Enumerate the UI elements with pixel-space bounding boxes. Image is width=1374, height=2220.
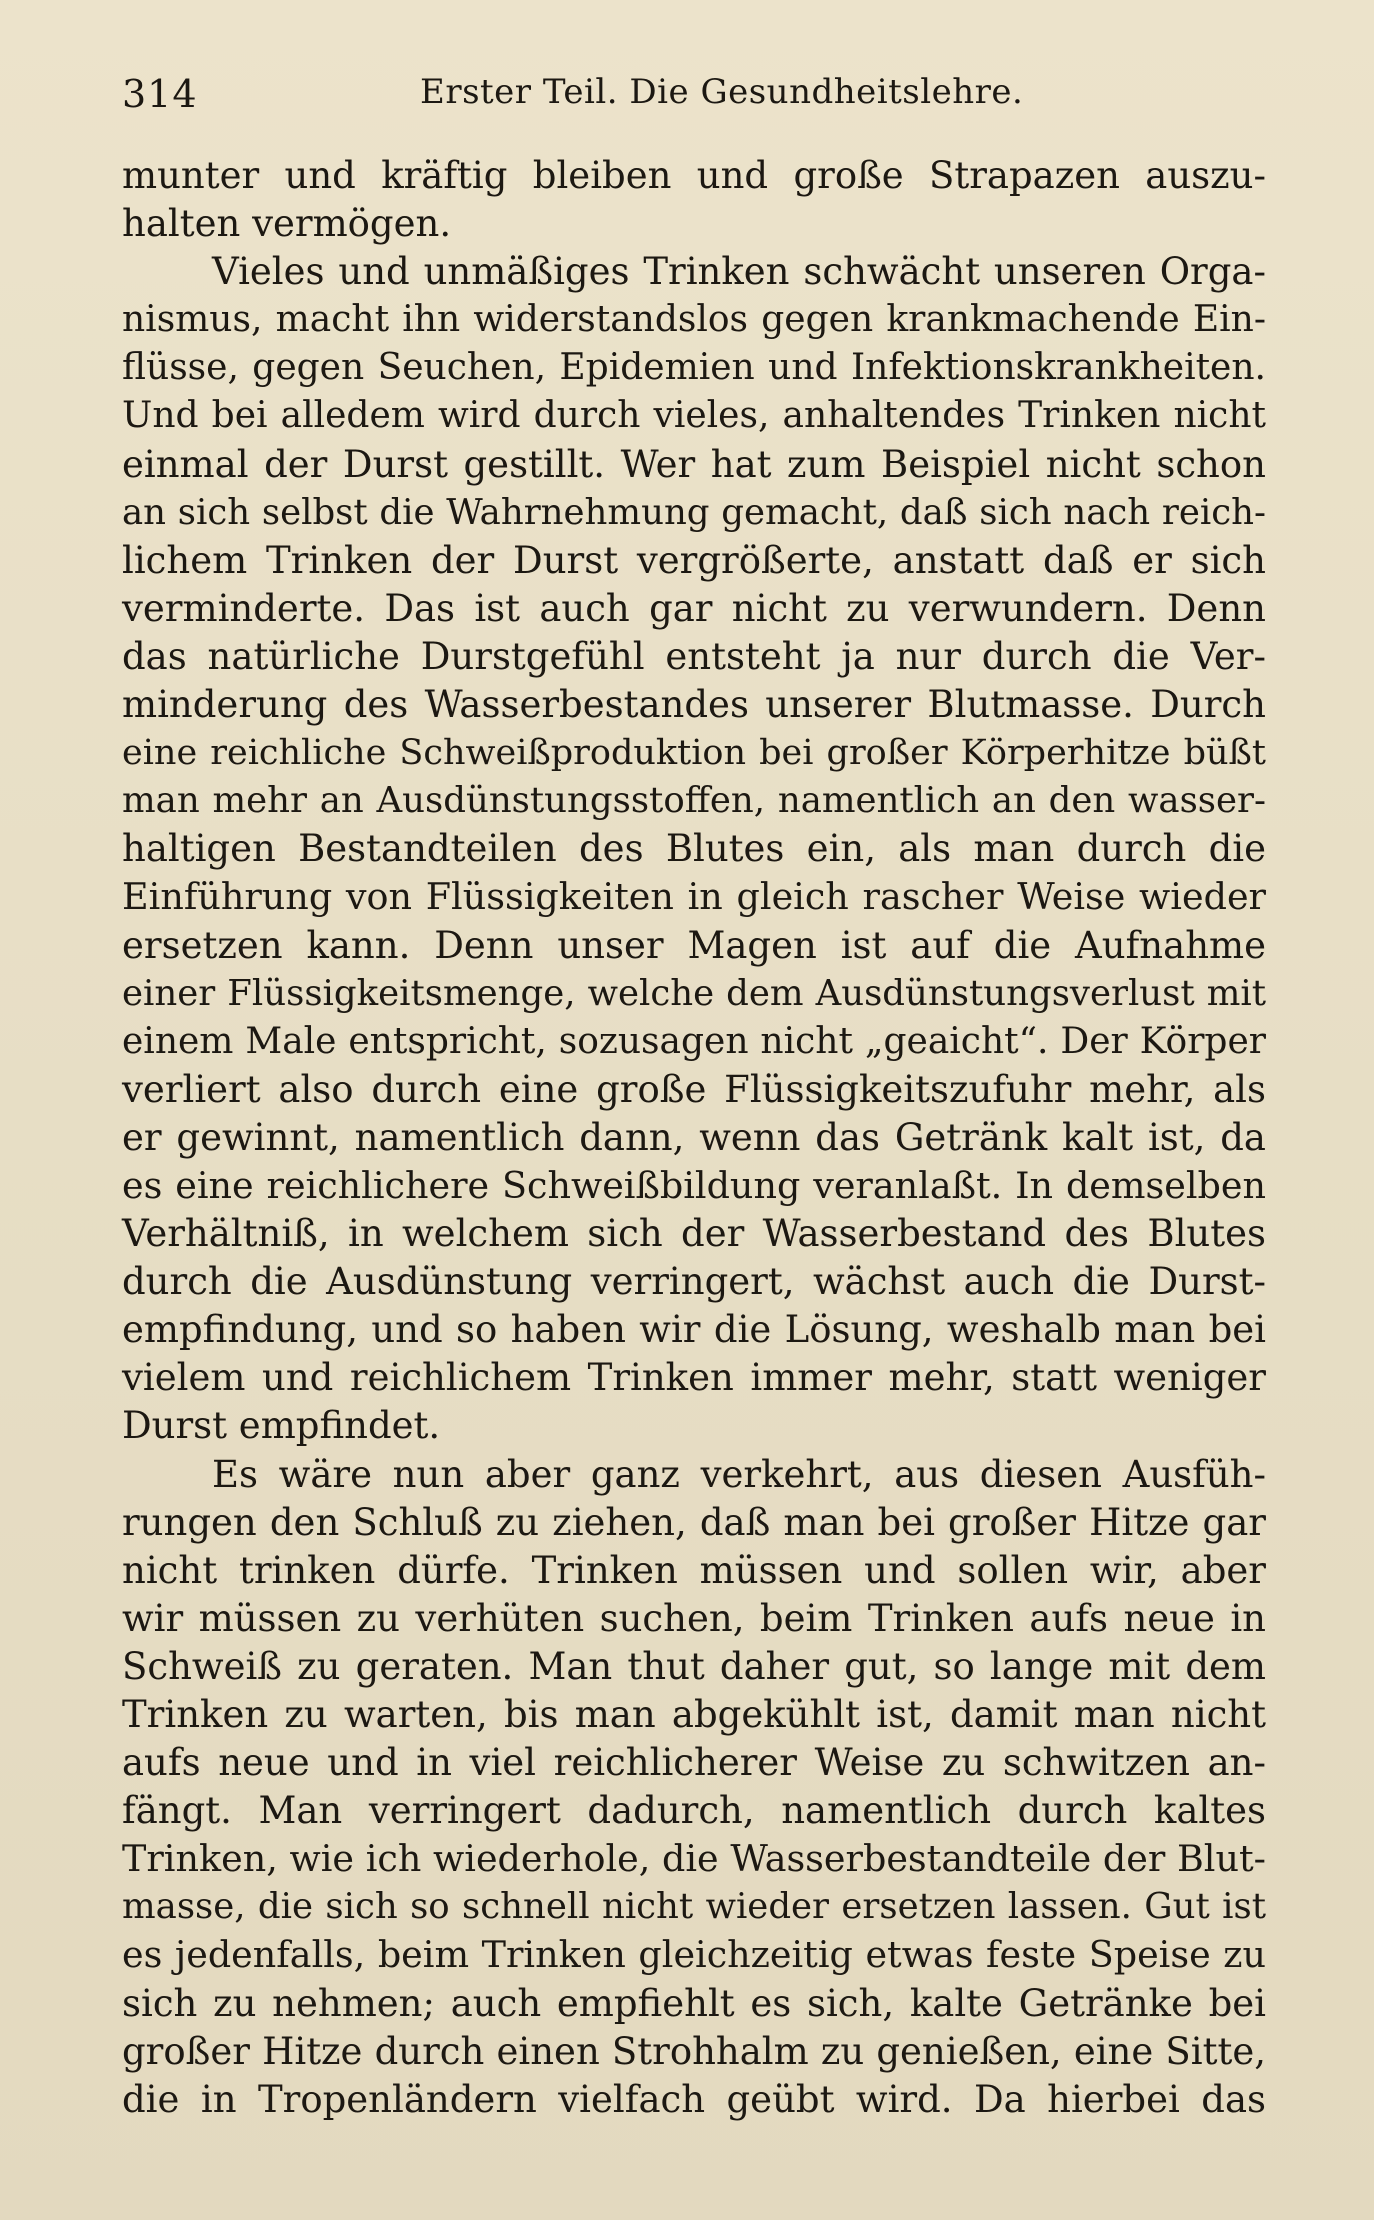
text-line: munter und kräftig bleiben und große Strapazen auszu- [122, 154, 1266, 197]
text-line: rungen den Schluß zu ziehen, daß man bei großer Hitze gar [122, 1500, 1266, 1544]
text-line: eine reichliche Schweißproduktion bei großer Körperhitze büßt [122, 733, 1266, 774]
text-line: durch die Ausdünstung verringert, wächst auch die Durst- [122, 1260, 1266, 1304]
text-line: Trinken zu warten, bis man abgekühlt ist, damit man nicht [122, 1693, 1266, 1736]
text-line: lichem Trinken der Durst vergrößerte, anstatt daß er sich [122, 538, 1266, 582]
text-line: nismus, macht ihn widerstandslos gegen krankmachende Ein- [122, 299, 1266, 341]
text-line: großer Hitze durch einen Strohhalm zu genießen, eine Sitte, [122, 2029, 1266, 2073]
text-line: verliert also durch eine große Flüssigkeitszufuhr mehr, als [122, 1067, 1266, 1111]
text-line: minderung des Wasserbestandes unserer Blutmasse. Durch [122, 683, 1266, 727]
text-line: empfindung, und so haben wir die Lösung, weshalb man bei [122, 1308, 1266, 1352]
text-line: vielem und reichlichem Trinken immer mehr, statt weniger [122, 1356, 1266, 1400]
text-line: einmal der Durst gestillt. Wer hat zum Beispiel nicht schon [122, 442, 1266, 486]
text-line: einer Flüssigkeitsmenge, welche dem Ausdünstungsverlust mit [122, 972, 1266, 1014]
body-text [122, 152, 1266, 2124]
text-line: haltigen Bestandteilen des Blutes ein, als man durch die [122, 827, 1266, 871]
text-line: Trinken, wie ich wiederhole, die Wasserbestandteile der Blut- [122, 1837, 1266, 1881]
text-line: aufs neue und in viel reichlicherer Weise zu schwitzen an- [122, 1741, 1266, 1785]
text-line: man mehr an Ausdünstungsstoffen, namentlich an den wasser- [122, 780, 1266, 822]
page-number: 314 [122, 72, 198, 116]
text-line: das natürliche Durstgefühl entsteht ja nur durch die Ver- [122, 634, 1266, 678]
text-line: Durst empfindet. [122, 1404, 441, 1448]
text-line: flüsse, gegen Seuchen, Epidemien und Infektionskrankheiten. [122, 347, 1266, 389]
text-line: es eine reichlichere Schweißbildung veranlaßt. In demselben [122, 1163, 1266, 1207]
text-line: Einführung von Flüssigkeiten in gleich rascher Weise wieder [122, 875, 1266, 919]
text-line: verminderte. Das ist auch gar nicht zu verwundern. Denn [122, 586, 1266, 630]
text-line: masse, die sich so schnell nicht wieder ersetzen lassen. Gut ist [122, 1886, 1266, 1928]
running-head: Erster Teil. Die Gesundheitslehre. [420, 72, 1024, 112]
text-line: er gewinnt, namentlich dann, wenn das Getränk kalt ist, da [122, 1115, 1266, 1159]
text-line: Es wäre nun aber ganz verkehrt, aus diesen Ausfüh- [212, 1452, 1266, 1496]
text-line: Verhältniß, in welchem sich der Wasserbestand des Blutes [122, 1212, 1266, 1256]
text-line: Vieles und unmäßiges Trinken schwächt unseren Orga- [212, 250, 1266, 294]
text-line: einem Male entspricht, sozusagen nicht „geaicht“. Der Körper [122, 1020, 1266, 1062]
text-line: die in Tropenländern vielfach geübt wird. Da hierbei das [122, 2077, 1266, 2121]
text-line: nicht trinken dürfe. Trinken müssen und sollen wir, aber [122, 1548, 1266, 1592]
text-line: an sich selbst die Wahrnehmung gemacht, daß sich nach reich- [122, 491, 1266, 533]
text-line: fängt. Man verringert dadurch, namentlich durch kaltes [122, 1789, 1266, 1833]
text-line: ersetzen kann. Denn unser Magen ist auf die Aufnahme [122, 923, 1266, 967]
text-line: Schweiß zu geraten. Man thut daher gut, so lange mit dem [122, 1644, 1266, 1688]
text-line: sich zu nehmen; auch empfiehlt es sich, kalte Getränke bei [122, 1981, 1266, 2025]
text-line: Und bei alledem wird durch vieles, anhaltendes Trinken nicht [122, 395, 1266, 437]
text-line: wir müssen zu verhüten suchen, beim Trinken aufs neue in [122, 1596, 1266, 1640]
page-header [122, 58, 1272, 118]
text-line: es jedenfalls, beim Trinken gleichzeitig etwas feste Speise zu [122, 1933, 1266, 1977]
text-line: halten vermögen. [122, 202, 452, 246]
